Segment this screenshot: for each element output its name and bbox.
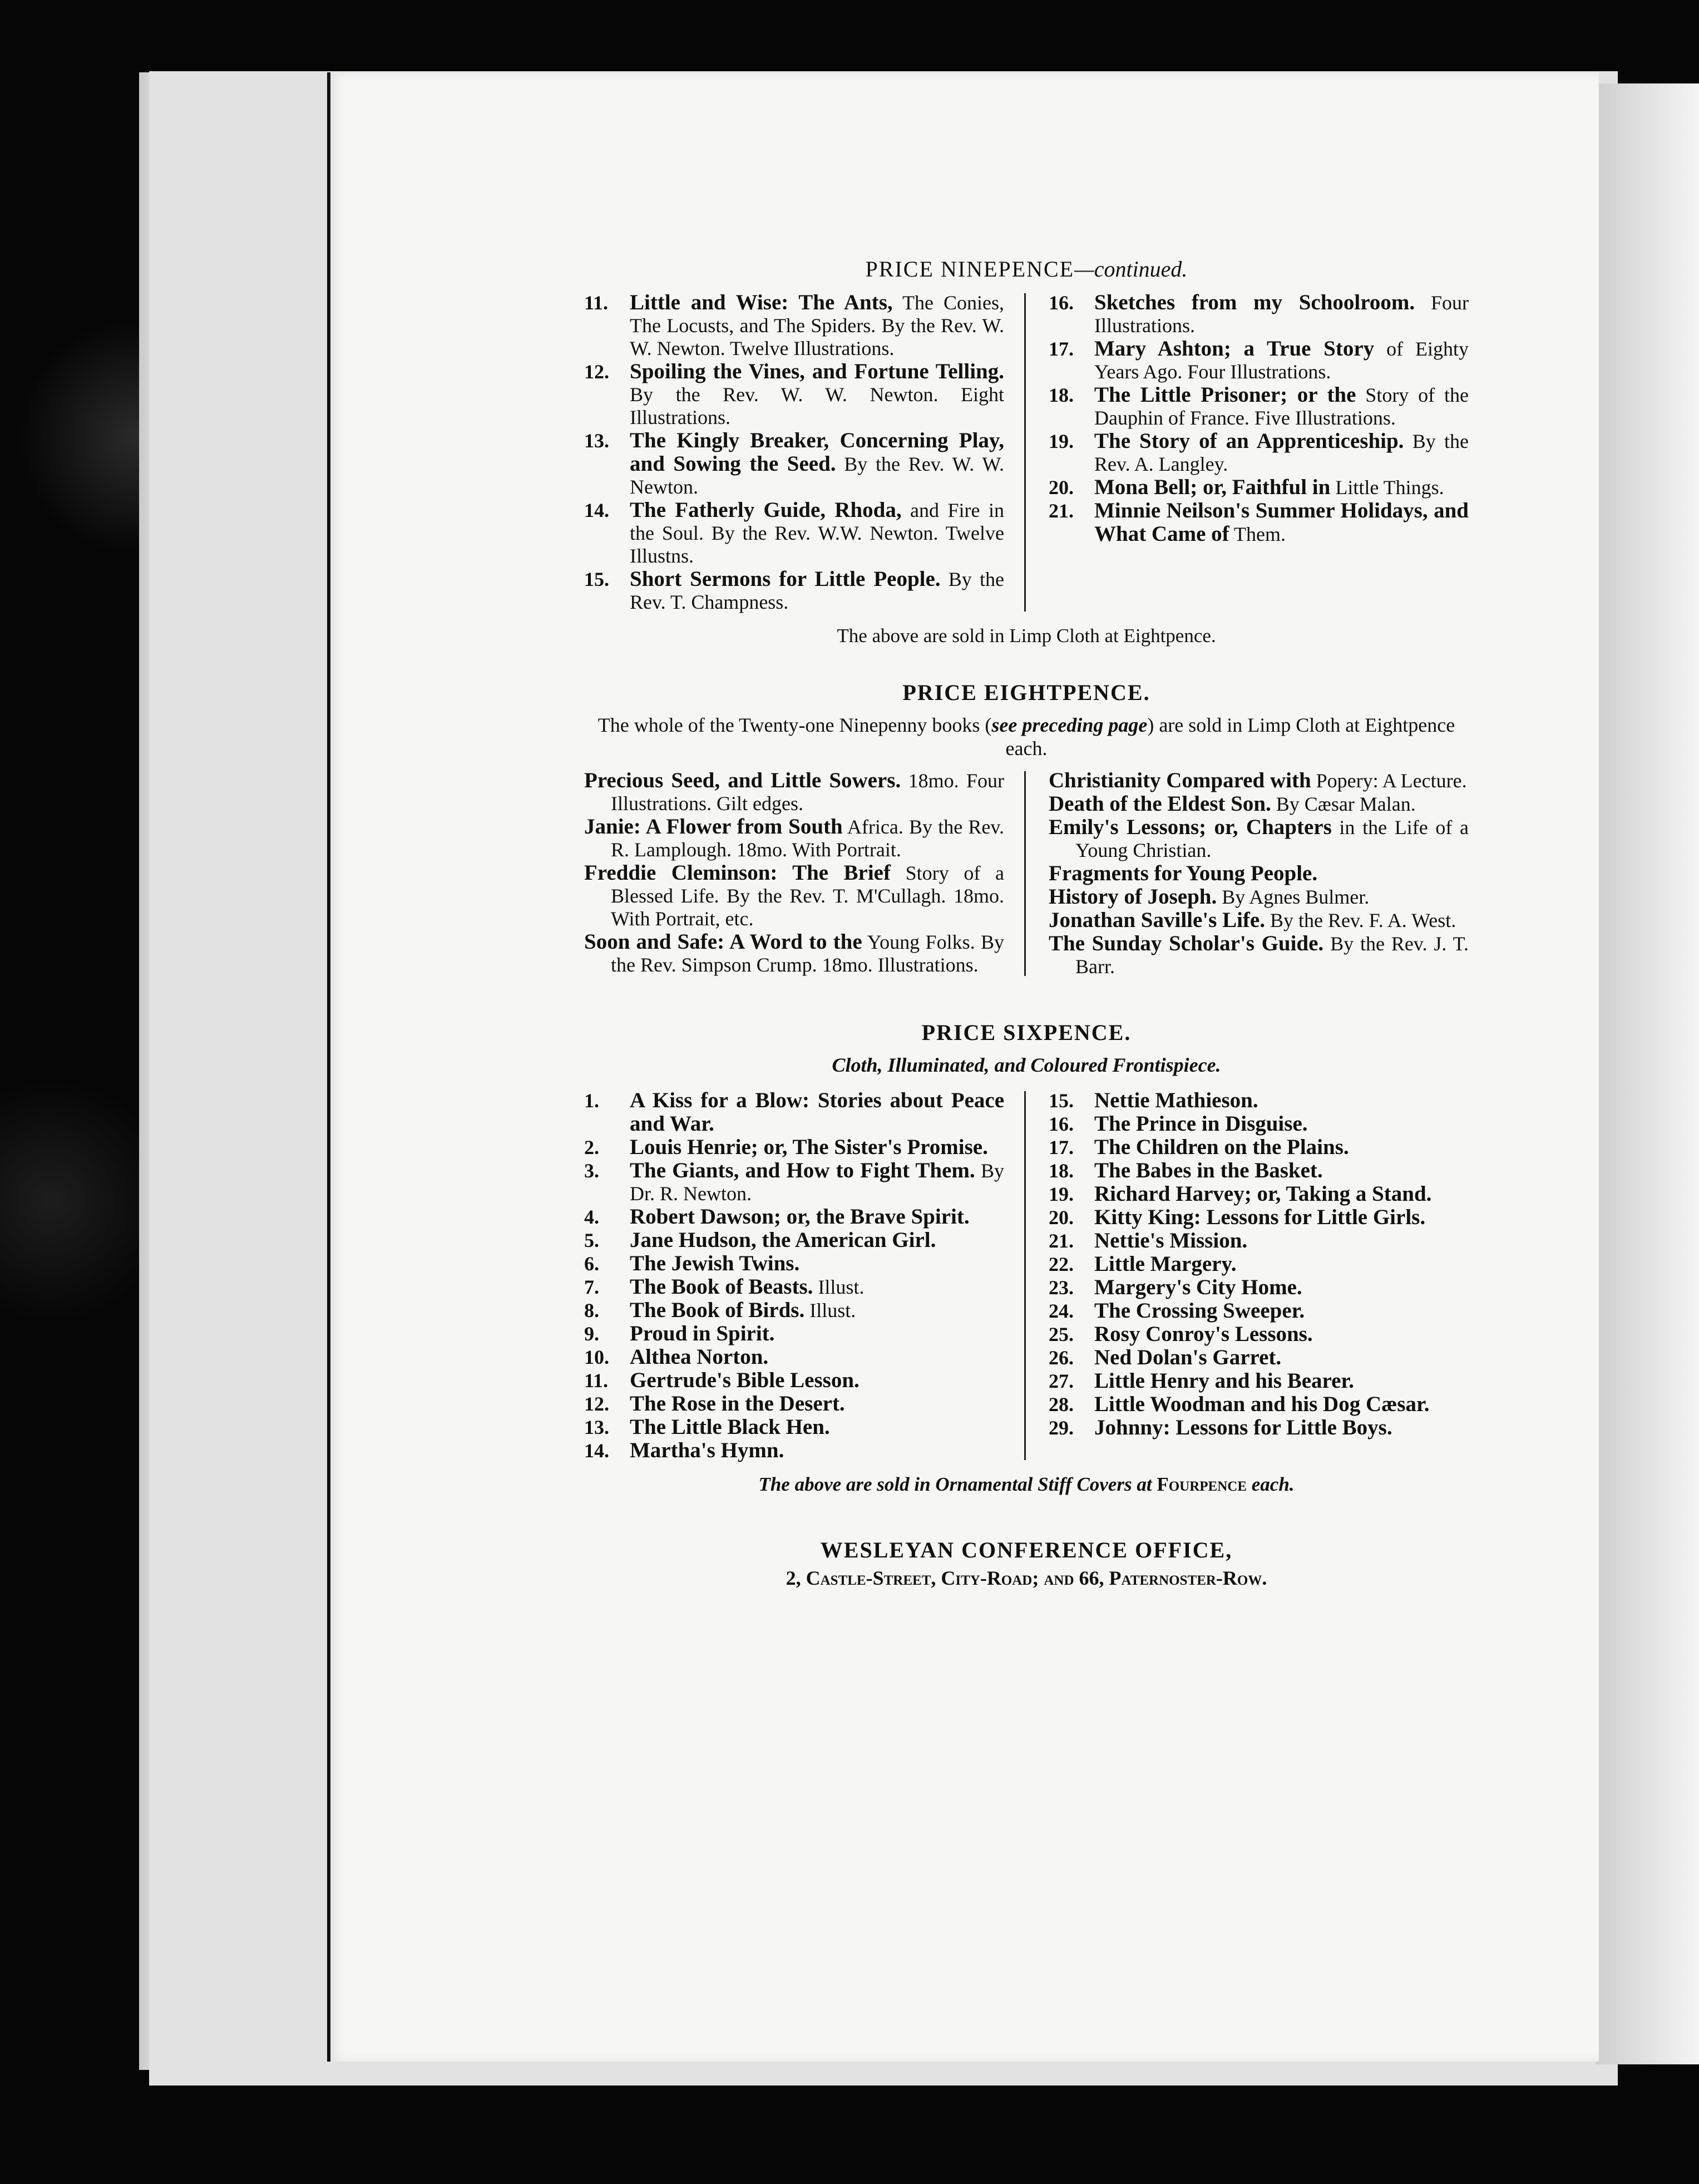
item-number: 2. — [584, 1136, 599, 1158]
item-title: Janie: A Flower from South — [584, 815, 843, 839]
list-item — [1049, 1253, 1469, 1276]
item-description: and Fire in the Soul. By the Rev. W.W. Newton. Twelve Illustns. — [630, 499, 1004, 567]
ninepence-heading — [584, 256, 1469, 282]
list-item — [1049, 499, 1469, 546]
item-description: By the Rev. J. T. Barr. — [1075, 933, 1469, 978]
list-item — [584, 499, 1004, 568]
item-number: 29. — [1049, 1417, 1074, 1439]
item-number: 19. — [1049, 430, 1074, 452]
item-number: 21. — [1049, 1230, 1074, 1252]
ninepence-columns — [584, 291, 1469, 614]
item-description: By Dr. R. Newton. — [630, 1160, 1005, 1205]
list-item — [584, 360, 1004, 429]
item-number: 8. — [584, 1299, 599, 1322]
item-title: The Kingly Breaker, Concerning Play, and Sowing the Seed. — [630, 428, 1004, 476]
list-item — [584, 1299, 1004, 1322]
item-description: Young Folks. By the Rev. Simpson Crump. 18mo. Illustrations. — [611, 931, 1004, 976]
eightpence-intro-b: ) are sold in Limp Cloth at Eightpence each. — [1005, 714, 1455, 760]
item-title: Rosy Conroy's Lessons. — [1094, 1322, 1313, 1346]
item-title: The Crossing Sweeper. — [1094, 1299, 1305, 1323]
item-title: Jonathan Saville's Life. — [1049, 908, 1265, 932]
sixpence-left-column — [584, 1089, 1026, 1462]
item-number: 28. — [1049, 1393, 1074, 1416]
item-number: 13. — [584, 1416, 609, 1438]
item-number: 20. — [1049, 1206, 1074, 1229]
item-description: By the Rev. W. W. Newton. Eight Illustrations. — [630, 383, 1004, 428]
item-title: Soon and Safe: A Word to the — [584, 930, 862, 954]
item-title: History of Joseph. — [1049, 885, 1217, 909]
item-title: Althea Norton. — [630, 1345, 769, 1369]
item-title: The Jewish Twins. — [630, 1251, 800, 1275]
item-number: 15. — [1049, 1089, 1074, 1112]
item-title: Louis Henrie; or, The Sister's Promise. — [630, 1135, 988, 1159]
item-number: 9. — [584, 1323, 599, 1345]
item-title: The Babes in the Basket. — [1094, 1158, 1323, 1182]
ninepence-note: The above are sold in Limp Cloth at Eightpence. — [837, 625, 1216, 647]
item-description: By the Rev. F. A. West. — [1265, 909, 1456, 931]
item-title: The Book of Beasts. — [630, 1275, 813, 1299]
eightpence-right-column — [1026, 769, 1469, 978]
item-description: Them. — [1229, 523, 1286, 545]
item-description: 18mo. Four Illustrations. Gilt edges. — [611, 770, 1004, 815]
item-title: Emily's Lessons; or, Chapters — [1049, 815, 1332, 839]
list-item — [1049, 1182, 1469, 1206]
list-item — [1049, 1136, 1469, 1159]
item-number: 17. — [1049, 1136, 1074, 1158]
item-title: Nettie Mathieson. — [1094, 1088, 1258, 1112]
item-title: Nettie's Mission. — [1094, 1229, 1248, 1253]
item-number: 6. — [584, 1253, 599, 1275]
item-number: 18. — [1049, 384, 1074, 406]
item-number: 23. — [1049, 1276, 1074, 1299]
ninepence-heading-main: PRICE NINEPENCE — [865, 257, 1075, 282]
publisher-name: WESLEYAN CONFERENCE OFFICE, — [820, 1537, 1233, 1562]
item-title: Spoiling the Vines, and Fortune Telling. — [630, 359, 1004, 383]
list-item — [1049, 1206, 1469, 1229]
item-number: 21. — [1049, 500, 1074, 522]
item-number: 5. — [584, 1229, 599, 1251]
book-page — [327, 72, 1599, 2062]
sixpence-note-price: Fourpence — [1157, 1473, 1247, 1495]
eightpence-columns — [584, 769, 1469, 978]
item-description: Story of a Blessed Life. By the Rev. T. M'Cullagh. 18mo. With Portrait, etc. — [611, 862, 1004, 930]
item-number: 7. — [584, 1276, 599, 1298]
item-description: Illust. — [813, 1276, 865, 1298]
ninepence-heading-cont: —continued. — [1074, 257, 1188, 282]
list-item — [1049, 1346, 1469, 1369]
list-item — [1049, 1089, 1469, 1112]
item-number: 26. — [1049, 1347, 1074, 1369]
sixpence-right-column — [1026, 1089, 1469, 1462]
list-item — [584, 861, 1004, 930]
item-title: Short Sermons for Little People. — [630, 567, 941, 591]
list-item — [584, 1252, 1004, 1275]
sixpence-columns — [584, 1089, 1469, 1462]
list-item — [584, 1159, 1004, 1205]
list-item — [584, 1369, 1004, 1392]
list-item — [584, 1345, 1004, 1369]
list-item — [1049, 932, 1469, 978]
item-title: The Giants, and How to Fight Them. — [630, 1158, 975, 1182]
item-number: 14. — [584, 499, 609, 521]
list-item — [1049, 909, 1469, 932]
item-number: 1. — [584, 1089, 599, 1112]
item-title: A Kiss for a Blow: Stories about Peace and War. — [630, 1088, 1004, 1136]
eightpence-intro-a: The whole of the Twenty-one Ninepenny books ( — [597, 714, 992, 736]
list-item — [1049, 885, 1469, 909]
item-title: Precious Seed, and Little Sowers. — [584, 768, 901, 792]
item-description: in the Life of a Young Christian. — [1075, 816, 1469, 861]
item-title: The Rose in the Desert. — [630, 1392, 845, 1416]
item-description: By Cæsar Malan. — [1271, 793, 1416, 815]
sixpence-subheading: Cloth, Illuminated, and Coloured Frontispiece. — [832, 1054, 1221, 1076]
list-item — [584, 1205, 1004, 1229]
item-title: Johnny: Lessons for Little Boys. — [1094, 1416, 1392, 1439]
item-title: Martha's Hymn. — [630, 1438, 784, 1462]
list-item — [1049, 1393, 1469, 1416]
list-item — [1049, 1276, 1469, 1299]
ninepence-right-column — [1026, 291, 1469, 614]
eightpence-intro — [584, 713, 1469, 760]
item-title: The Little Prisoner; or the — [1094, 383, 1356, 407]
item-description: By Agnes Bulmer. — [1217, 886, 1370, 908]
list-item — [1049, 792, 1469, 816]
item-title: Sketches from my Schoolroom. — [1094, 290, 1415, 314]
eightpence-left-column — [584, 769, 1026, 978]
item-number: 19. — [1049, 1183, 1074, 1205]
list-item — [584, 1229, 1004, 1252]
list-item — [584, 1439, 1004, 1462]
list-item — [584, 1089, 1004, 1136]
item-title: Christianity Compared with — [1049, 768, 1311, 792]
list-item — [1049, 291, 1469, 337]
sixpence-note-c: each. — [1247, 1473, 1295, 1495]
item-description: Four Illustrations. — [1094, 292, 1469, 337]
item-number: 11. — [584, 292, 609, 314]
item-title: The Story of an Apprenticeship. — [1094, 429, 1404, 453]
list-item — [584, 1322, 1004, 1345]
item-title: The Book of Birds. — [630, 1298, 805, 1322]
list-item — [1049, 1416, 1469, 1439]
item-title: Proud in Spirit. — [630, 1322, 775, 1345]
list-item — [584, 1416, 1004, 1439]
list-item — [584, 815, 1004, 861]
list-item — [1049, 337, 1469, 383]
list-item — [1049, 383, 1469, 430]
item-title: Margery's City Home. — [1094, 1275, 1302, 1299]
page-content — [584, 256, 1469, 1590]
item-number: 3. — [584, 1160, 599, 1182]
item-number: 16. — [1049, 292, 1074, 314]
item-number: 12. — [584, 1393, 609, 1415]
item-number: 18. — [1049, 1160, 1074, 1182]
list-item — [1049, 430, 1469, 476]
item-title: Robert Dawson; or, the Brave Spirit. — [630, 1205, 970, 1229]
list-item — [1049, 1229, 1469, 1253]
item-number: 17. — [1049, 338, 1074, 360]
publisher-address: 2, Castle-Street, City-Road; and 66, Paternoster-Row. — [786, 1567, 1267, 1589]
list-item — [1049, 816, 1469, 862]
list-item — [584, 291, 1004, 360]
item-number: 10. — [584, 1346, 609, 1368]
item-description: of Eighty Years Ago. Four Illustrations. — [1094, 338, 1469, 383]
list-item — [584, 568, 1004, 614]
item-description: Little Things. — [1330, 476, 1444, 499]
item-title: Gertrude's Bible Lesson. — [630, 1368, 860, 1392]
item-title: Kitty King: Lessons for Little Girls. — [1094, 1205, 1426, 1229]
item-description: Story of the Dauphin of France. Five Illustrations. — [1094, 384, 1469, 429]
item-title: The Prince in Disguise. — [1094, 1112, 1308, 1136]
item-description: Popery: A Lecture. — [1311, 770, 1467, 792]
item-description: By the Rev. T. Champness. — [630, 568, 1004, 613]
item-title: Mary Ashton; a True Story — [1094, 337, 1375, 361]
list-item — [584, 1275, 1004, 1299]
item-title: The Fatherly Guide, Rhoda, — [630, 498, 902, 522]
eightpence-intro-italic: see preceding page — [991, 714, 1148, 736]
item-title: The Children on the Plains. — [1094, 1135, 1349, 1159]
item-number: 14. — [584, 1439, 609, 1462]
item-number: 4. — [584, 1206, 599, 1228]
item-number: 27. — [1049, 1370, 1074, 1392]
list-item — [1049, 1159, 1469, 1182]
list-item — [1049, 769, 1469, 792]
list-item — [584, 429, 1004, 499]
item-number: 11. — [584, 1369, 609, 1392]
ninepence-left-column — [584, 291, 1026, 614]
list-item — [1049, 476, 1469, 499]
sixpence-note — [584, 1473, 1469, 1496]
list-item — [584, 1136, 1004, 1159]
item-description: Illust. — [804, 1299, 856, 1322]
item-number: 12. — [584, 361, 609, 383]
item-description: By the Rev. A. Langley. — [1094, 430, 1469, 475]
item-title: Minnie Neilson's Summer Holidays, and What Came of — [1094, 499, 1469, 546]
item-number: 16. — [1049, 1113, 1074, 1135]
item-title: Ned Dolan's Garret. — [1094, 1345, 1282, 1369]
item-title: Freddie Cleminson: The Brief — [584, 861, 891, 885]
item-number: 15. — [584, 568, 609, 590]
list-item — [1049, 1369, 1469, 1393]
item-title: Richard Harvey; or, Taking a Stand. — [1094, 1182, 1432, 1206]
item-title: Death of the Eldest Son. — [1049, 792, 1271, 816]
item-title: Fragments for Young People. — [1049, 861, 1318, 885]
list-item — [1049, 1112, 1469, 1136]
item-number: 13. — [584, 430, 609, 452]
item-title: Little and Wise: The Ants, — [630, 290, 893, 314]
item-number: 24. — [1049, 1300, 1074, 1322]
eightpence-heading: PRICE EIGHTPENCE. — [902, 680, 1150, 705]
list-item — [584, 1392, 1004, 1416]
item-title: Little Woodman and his Dog Cæsar. — [1094, 1392, 1430, 1416]
item-title: The Sunday Scholar's Guide. — [1049, 931, 1324, 955]
adjacent-page-edge — [1596, 83, 1699, 2064]
sixpence-note-a: The above are sold in Ornamental Stiff Covers at — [758, 1473, 1157, 1495]
item-description: By the Rev. W. W. Newton. — [630, 453, 1004, 498]
item-title: Little Henry and his Bearer. — [1094, 1369, 1354, 1393]
item-title: Mona Bell; or, Faithful in — [1094, 475, 1331, 499]
item-number: 22. — [1049, 1253, 1074, 1275]
item-title: Jane Hudson, the American Girl. — [630, 1228, 936, 1252]
list-item — [1049, 1323, 1469, 1346]
item-title: Little Margery. — [1094, 1252, 1237, 1276]
list-item — [584, 769, 1004, 815]
item-title: The Little Black Hen. — [630, 1415, 830, 1439]
list-item — [1049, 862, 1469, 885]
list-item — [584, 930, 1004, 977]
item-number: 25. — [1049, 1323, 1074, 1345]
item-number: 20. — [1049, 476, 1074, 499]
sixpence-heading: PRICE SIXPENCE. — [921, 1020, 1132, 1045]
item-description: Africa. By the Rev. R. Lamplough. 18mo. With Portrait. — [611, 816, 1004, 861]
item-description: The Conies, The Locusts, and The Spiders. By the Rev. W. W. Newton. Twelve Illustrations. — [630, 292, 1004, 359]
list-item — [1049, 1299, 1469, 1323]
